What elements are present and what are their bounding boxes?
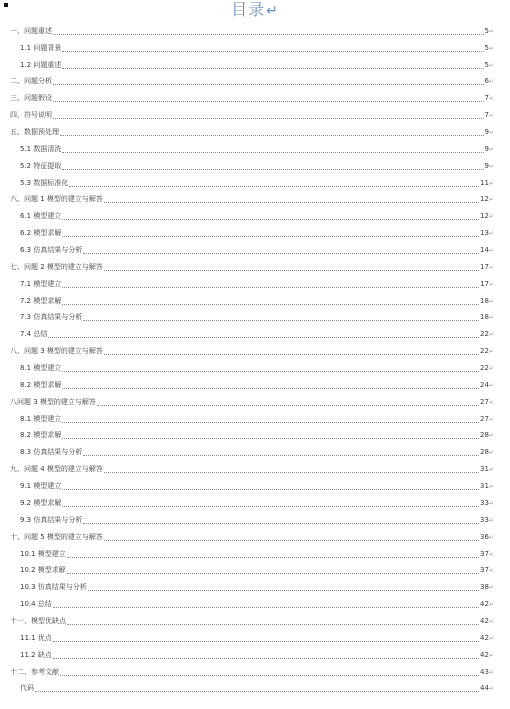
toc-entry-label[interactable]: 6.3 仿真结果与分析 bbox=[20, 246, 83, 255]
toc-entry-label[interactable]: 四、符号说明 bbox=[10, 111, 52, 120]
toc-page-number: 44 bbox=[480, 684, 489, 693]
toc-dot-leader bbox=[83, 320, 479, 321]
toc-dot-leader bbox=[60, 135, 484, 136]
toc-entry[interactable] bbox=[0, 594, 510, 611]
toc-dot-leader bbox=[53, 658, 479, 659]
toc-dot-leader bbox=[62, 422, 479, 423]
toc-page-number: 22 bbox=[480, 364, 489, 373]
paragraph-return-icon: ↵ bbox=[488, 567, 494, 575]
toc-entry[interactable] bbox=[0, 628, 510, 645]
toc-entry-label[interactable]: 11.2 缺点 bbox=[20, 650, 52, 659]
toc-entry-page bbox=[480, 516, 494, 527]
toc-page-number: 31 bbox=[480, 465, 489, 474]
toc-entry[interactable] bbox=[0, 476, 510, 493]
toc-entry-page bbox=[480, 179, 494, 190]
toc-entry-page bbox=[480, 297, 494, 308]
toc-entry-label[interactable]: 1.1 问题背景 bbox=[20, 43, 62, 52]
toc-entry-page bbox=[480, 229, 494, 240]
toc-dot-leader bbox=[62, 371, 479, 372]
toc-entry[interactable] bbox=[0, 88, 510, 105]
toc-entry-page bbox=[480, 651, 494, 662]
paragraph-return-icon: ↵ bbox=[488, 449, 494, 457]
toc-page-number: 37 bbox=[480, 549, 489, 558]
toc-page-number: 6 bbox=[484, 77, 489, 86]
toc-entry[interactable] bbox=[0, 72, 510, 89]
toc-entry-label[interactable]: 6.2 模型求解 bbox=[20, 229, 62, 238]
toc-entry[interactable] bbox=[0, 375, 510, 392]
toc-dot-leader bbox=[62, 388, 479, 389]
toc-entry[interactable] bbox=[0, 662, 510, 679]
toc-dot-leader bbox=[62, 51, 483, 52]
toc-entry[interactable] bbox=[0, 426, 510, 443]
toc-entry-label[interactable]: 7.2 模型求解 bbox=[20, 296, 62, 305]
toc-entry[interactable] bbox=[0, 308, 510, 325]
toc-entry-page bbox=[480, 482, 494, 493]
paragraph-return-icon: ↵ bbox=[488, 466, 494, 474]
toc-entry[interactable] bbox=[0, 206, 510, 223]
toc-page-number: 12 bbox=[480, 212, 489, 221]
toc-entry-label[interactable]: 二、问题分析 bbox=[10, 77, 52, 86]
toc-entry-label[interactable]: 11.1 优点 bbox=[20, 633, 52, 642]
toc-dot-leader bbox=[88, 590, 479, 591]
toc-entry-page bbox=[480, 465, 494, 476]
toc-dot-leader bbox=[104, 472, 479, 473]
toc-entry-label[interactable]: 9.3 仿真结果与分析 bbox=[20, 515, 83, 524]
toc-entry-label[interactable]: 10.2 模型求解 bbox=[20, 566, 66, 575]
toc-entry[interactable] bbox=[0, 392, 510, 409]
toc-entry-label[interactable]: 5.2 特征提取 bbox=[20, 161, 62, 170]
toc-entry[interactable] bbox=[0, 341, 510, 358]
toc-entry-page bbox=[485, 111, 495, 122]
toc-entry-page bbox=[480, 550, 494, 561]
paragraph-return-icon: ↵ bbox=[488, 44, 494, 52]
toc-entry-label[interactable]: 五、数据预处理 bbox=[10, 128, 59, 137]
toc-entry-page bbox=[480, 246, 494, 257]
toc-entry-label[interactable]: 6.1 模型建立 bbox=[20, 212, 62, 221]
toc-entry-label[interactable]: 十一、模型优缺点 bbox=[10, 616, 66, 625]
toc-dot-leader bbox=[104, 270, 479, 271]
toc-entry[interactable] bbox=[0, 544, 510, 561]
toc-entry[interactable] bbox=[0, 291, 510, 308]
toc-dot-leader bbox=[62, 304, 479, 305]
toc-entry[interactable] bbox=[0, 493, 510, 510]
toc-entry[interactable] bbox=[0, 459, 510, 476]
toc-dot-leader bbox=[62, 489, 479, 490]
toc-entry[interactable] bbox=[0, 577, 510, 594]
paragraph-return-icon: ↵ bbox=[488, 685, 494, 693]
toc-entry[interactable] bbox=[0, 611, 510, 628]
paragraph-return-icon: ↵ bbox=[488, 668, 494, 676]
toc-entry-label[interactable]: 10.4 总结 bbox=[20, 600, 52, 609]
toc-entry-label[interactable]: 10.1 模型建立 bbox=[20, 549, 66, 558]
toc-page-number: 33 bbox=[480, 498, 489, 507]
toc-page-number: 12 bbox=[480, 195, 489, 204]
toc-entry-page bbox=[480, 431, 494, 442]
toc-entry-label[interactable]: 8.2 模型求解 bbox=[20, 431, 62, 440]
toc-entry-page bbox=[480, 398, 494, 409]
toc-entry[interactable] bbox=[0, 679, 510, 696]
toc-entry-page bbox=[480, 280, 494, 291]
toc-entry-page bbox=[480, 583, 494, 594]
toc-entry-page bbox=[485, 27, 495, 38]
paragraph-return-icon: ↵ bbox=[488, 112, 494, 120]
toc-dot-leader bbox=[104, 354, 479, 355]
toc-page-number: 42 bbox=[480, 633, 489, 642]
toc-page-number: 31 bbox=[480, 482, 489, 491]
toc-entry[interactable] bbox=[0, 156, 510, 173]
toc-page-number: 5 bbox=[484, 60, 489, 69]
toc-entry-page bbox=[480, 684, 494, 695]
toc-page-number: 27 bbox=[480, 414, 489, 423]
toc-page-number: 27 bbox=[480, 397, 489, 406]
toc-dot-leader bbox=[62, 169, 483, 170]
toc-page-number: 14 bbox=[480, 246, 489, 255]
paragraph-return-icon: ↵ bbox=[488, 483, 494, 491]
paragraph-return-icon: ↵ bbox=[488, 533, 494, 541]
toc-entry[interactable] bbox=[0, 527, 510, 544]
paragraph-return-icon: ↵ bbox=[488, 584, 494, 592]
toc-dot-leader bbox=[62, 506, 479, 507]
toc-entry-label[interactable]: 八、问题 3 模型的建立与解答 bbox=[10, 347, 103, 356]
paragraph-return-icon: ↵ bbox=[488, 499, 494, 507]
paragraph-return-icon: ↵ bbox=[266, 3, 279, 19]
toc-dot-leader bbox=[48, 337, 479, 338]
toc-entry-page bbox=[485, 44, 495, 55]
toc-entry-page bbox=[485, 77, 495, 88]
toc-dot-leader bbox=[69, 186, 479, 187]
toc-entry[interactable] bbox=[0, 409, 510, 426]
toc-page-number: 28 bbox=[480, 431, 489, 440]
paragraph-return-icon: ↵ bbox=[488, 516, 494, 524]
paragraph-return-icon: ↵ bbox=[488, 230, 494, 238]
toc-entry-page bbox=[480, 533, 494, 544]
toc-entry-label[interactable]: 9.2 模型求解 bbox=[20, 498, 62, 507]
toc-entry[interactable] bbox=[0, 240, 510, 257]
toc-entry-page bbox=[480, 263, 494, 274]
paragraph-return-icon: ↵ bbox=[488, 280, 494, 288]
toc-page-number: 22 bbox=[480, 347, 489, 356]
toc-page-number: 42 bbox=[480, 650, 489, 659]
paragraph-return-icon: ↵ bbox=[488, 263, 494, 271]
toc-entry-page bbox=[480, 381, 494, 392]
toc-entry[interactable] bbox=[0, 561, 510, 578]
toc-entry-label[interactable]: 8.1 模型建立 bbox=[20, 364, 62, 373]
toc-entry[interactable] bbox=[0, 105, 510, 122]
paragraph-return-icon: ↵ bbox=[488, 297, 494, 305]
toc-dot-leader bbox=[67, 624, 479, 625]
toc-dot-leader bbox=[97, 405, 479, 406]
toc-page-number: 17 bbox=[480, 279, 489, 288]
toc-entry[interactable] bbox=[0, 173, 510, 190]
toc-entry[interactable] bbox=[0, 257, 510, 274]
toc-page-number: 18 bbox=[480, 296, 489, 305]
toc-entry[interactable] bbox=[0, 223, 510, 240]
toc-page-number: 22 bbox=[480, 330, 489, 339]
paragraph-return-icon: ↵ bbox=[488, 196, 494, 204]
toc-entry[interactable] bbox=[0, 645, 510, 662]
toc-page-number: 37 bbox=[480, 566, 489, 575]
toc-page-number: 18 bbox=[480, 313, 489, 322]
toc-page-number: 13 bbox=[480, 229, 489, 238]
toc-entry-page bbox=[480, 566, 494, 577]
toc-dot-leader bbox=[60, 675, 479, 676]
paragraph-return-icon: ↵ bbox=[488, 617, 494, 625]
toc-entry-label[interactable]: 代码 bbox=[20, 684, 34, 693]
paragraph-return-icon: ↵ bbox=[488, 601, 494, 609]
toc-page-number: 9 bbox=[484, 161, 489, 170]
toc-entry-page bbox=[480, 313, 494, 324]
toc-entry[interactable] bbox=[0, 324, 510, 341]
paragraph-return-icon: ↵ bbox=[488, 634, 494, 642]
paragraph-return-icon: ↵ bbox=[488, 331, 494, 339]
toc-dot-leader bbox=[104, 202, 479, 203]
paragraph-return-icon: ↵ bbox=[488, 432, 494, 440]
paragraph-return-icon: ↵ bbox=[488, 348, 494, 356]
toc-entry-label[interactable]: 7.3 仿真结果与分析 bbox=[20, 313, 83, 322]
toc-page-number: 11 bbox=[480, 178, 489, 187]
toc-entry-label[interactable]: 8.1 模型建立 bbox=[20, 414, 62, 423]
toc-entry-page bbox=[485, 162, 495, 173]
toc-page-number: 43 bbox=[480, 667, 489, 676]
toc-page-number: 17 bbox=[480, 262, 489, 271]
toc-page-number: 5 bbox=[484, 26, 489, 35]
paragraph-return-icon: ↵ bbox=[488, 247, 494, 255]
paragraph-return-icon: ↵ bbox=[488, 398, 494, 406]
toc-entry[interactable] bbox=[0, 21, 510, 38]
toc-page-number: 24 bbox=[480, 380, 489, 389]
paragraph-return-icon: ↵ bbox=[488, 415, 494, 423]
toc-entry-page bbox=[480, 415, 494, 426]
toc-entry-page bbox=[485, 94, 495, 105]
toc-page-number: 7 bbox=[484, 94, 489, 103]
toc-dot-leader bbox=[62, 287, 479, 288]
toc-entry-page bbox=[480, 448, 494, 459]
toc-entry-page bbox=[480, 499, 494, 510]
toc-dot-leader bbox=[62, 236, 479, 237]
toc-page-number: 42 bbox=[480, 616, 489, 625]
toc-page-number: 9 bbox=[484, 128, 489, 137]
toc-entry-label[interactable]: 7.1 模型建立 bbox=[20, 279, 62, 288]
toc-entry-label[interactable]: 三、问题假设 bbox=[10, 94, 52, 103]
toc-dot-leader bbox=[83, 523, 479, 524]
toc-dot-leader bbox=[62, 219, 479, 220]
toc-page-number: 28 bbox=[480, 448, 489, 457]
table-of-contents bbox=[0, 21, 510, 695]
toc-entry-label[interactable]: 1.2 问题重述 bbox=[20, 60, 62, 69]
toc-heading bbox=[0, 0, 510, 21]
toc-entry-page bbox=[480, 364, 494, 375]
toc-entry-page bbox=[480, 212, 494, 223]
toc-dot-leader bbox=[53, 84, 484, 85]
toc-page-number: 42 bbox=[480, 600, 489, 609]
toc-entry-label[interactable]: 七、问题 2 模型的建立与解答 bbox=[10, 262, 103, 271]
toc-page-number: 36 bbox=[480, 532, 489, 541]
toc-dot-leader bbox=[35, 691, 479, 692]
toc-entry-label[interactable]: 六、问题 1 模型的建立与解答 bbox=[10, 195, 103, 204]
paragraph-return-icon: ↵ bbox=[488, 213, 494, 221]
paragraph-return-icon: ↵ bbox=[488, 95, 494, 103]
toc-entry[interactable] bbox=[0, 38, 510, 55]
toc-entry-label[interactable]: 7.4 总结 bbox=[20, 330, 48, 339]
toc-entry-page bbox=[480, 347, 494, 358]
toc-dot-leader bbox=[53, 34, 484, 35]
toc-entry-label[interactable]: 10.3 仿真结果与分析 bbox=[20, 583, 87, 592]
toc-entry[interactable] bbox=[0, 190, 510, 207]
toc-dot-leader bbox=[67, 557, 479, 558]
paragraph-return-icon: ↵ bbox=[488, 162, 494, 170]
toc-page-number: 9 bbox=[484, 144, 489, 153]
toc-entry-page bbox=[485, 128, 495, 139]
paragraph-return-icon: ↵ bbox=[488, 27, 494, 35]
toc-dot-leader bbox=[53, 118, 484, 119]
toc-dot-leader bbox=[53, 101, 484, 102]
toc-entry-page bbox=[480, 195, 494, 206]
toc-title: 目录 bbox=[231, 0, 266, 19]
toc-entry-label[interactable]: 八问题 3 模型的建立与解答 bbox=[10, 397, 96, 406]
toc-entry-page bbox=[480, 617, 494, 628]
toc-dot-leader bbox=[62, 152, 483, 153]
toc-entry-page bbox=[480, 668, 494, 679]
paragraph-return-icon: ↵ bbox=[488, 129, 494, 137]
toc-entry-page bbox=[480, 634, 494, 645]
toc-entry-label[interactable]: 5.1 数据清洗 bbox=[20, 144, 62, 153]
paragraph-return-icon: ↵ bbox=[488, 78, 494, 86]
toc-dot-leader bbox=[83, 455, 479, 456]
toc-entry-label[interactable]: 8.3 仿真结果与分析 bbox=[20, 448, 83, 457]
toc-page-number: 33 bbox=[480, 515, 489, 524]
toc-dot-leader bbox=[62, 68, 483, 69]
toc-dot-leader bbox=[67, 573, 479, 574]
toc-entry-page bbox=[485, 145, 495, 156]
toc-page-number: 38 bbox=[480, 583, 489, 592]
toc-dot-leader bbox=[53, 641, 479, 642]
toc-entry-label[interactable]: 十二、参考文献 bbox=[10, 667, 59, 676]
toc-page-number: 5 bbox=[484, 43, 489, 52]
toc-entry[interactable] bbox=[0, 442, 510, 459]
paragraph-return-icon: ↵ bbox=[488, 145, 494, 153]
toc-entry-page bbox=[485, 61, 495, 72]
toc-entry[interactable] bbox=[0, 55, 510, 72]
toc-dot-leader bbox=[104, 540, 479, 541]
toc-dot-leader bbox=[62, 438, 479, 439]
toc-entry[interactable] bbox=[0, 274, 510, 291]
paragraph-return-icon: ↵ bbox=[488, 179, 494, 187]
toc-entry[interactable] bbox=[0, 139, 510, 156]
toc-entry-label[interactable]: 一、问题重述 bbox=[10, 26, 52, 35]
toc-dot-leader bbox=[53, 607, 479, 608]
paragraph-return-icon: ↵ bbox=[488, 651, 494, 659]
toc-entry[interactable] bbox=[0, 358, 510, 375]
toc-entry-label[interactable]: 9.1 模型建立 bbox=[20, 482, 62, 491]
toc-entry-label[interactable]: 九、问题 4 模型的建立与解答 bbox=[10, 465, 103, 474]
paragraph-return-icon: ↵ bbox=[488, 365, 494, 373]
paragraph-return-icon: ↵ bbox=[488, 61, 494, 69]
toc-dot-leader bbox=[83, 253, 479, 254]
paragraph-return-icon: ↵ bbox=[488, 381, 494, 389]
toc-page-number: 7 bbox=[484, 111, 489, 120]
toc-entry-page bbox=[480, 330, 494, 341]
toc-entry-page bbox=[480, 600, 494, 611]
paragraph-return-icon: ↵ bbox=[488, 550, 494, 558]
toc-entry-label[interactable]: 8.2 模型求解 bbox=[20, 380, 62, 389]
paragraph-return-icon: ↵ bbox=[488, 314, 494, 322]
toc-entry[interactable] bbox=[0, 510, 510, 527]
toc-entry[interactable] bbox=[0, 122, 510, 139]
toc-entry-label[interactable]: 5.3 数据标准化 bbox=[20, 178, 69, 187]
toc-entry-label[interactable]: 十、问题 5 模型的建立与解答 bbox=[10, 532, 103, 541]
